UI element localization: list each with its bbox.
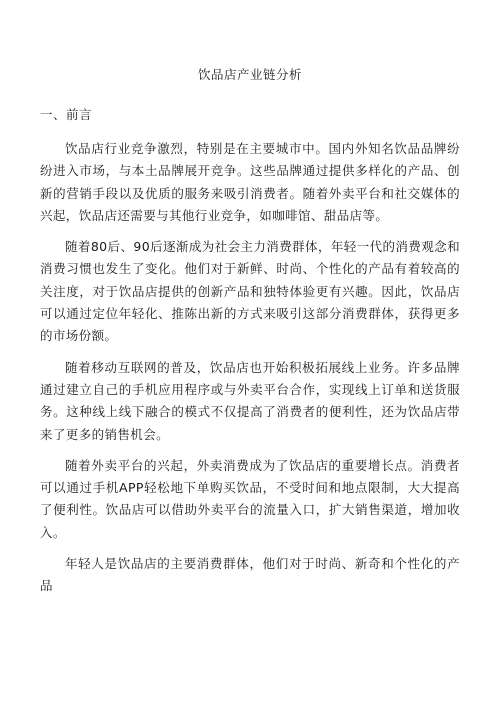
paragraph: 随着80后、90后逐渐成为社会主力消费群体，年轻一代的消费观念和消费习惯也发生了变化。他们对于新鲜、时尚、个性化的产品有着较高的关注度，对于饮品店提供的创新产品和独特体验更有兴趣。因此，饮品店可以通过定位年轻化、推陈出新的方式来吸引这部分消费群体，获得更多的市场份额。 xyxy=(40,239,460,344)
document-body xyxy=(40,138,460,607)
paragraph: 随着外卖平台的兴起，外卖消费成为了饮品店的重要增长点。消费者可以通过手机APP轻松地下单购买饮品，不受时间和地点限制，大大提高了便利性。饮品店可以借助外卖平台的流量入口，扩大销售渠道，增加收入。 xyxy=(40,457,460,540)
paragraph: 饮品店行业竞争激烈，特别是在主要城市中。国内外知名饮品品牌纷纷进入市场，与本土品牌展开竞争。这些品牌通过提供多样化的产品、创新的营销手段以及优质的服务来吸引消费者。随着外卖平台和社交媒体的兴起，饮品店还需要与其他行业竞争，如咖啡馆、甜品店等。 xyxy=(40,141,460,223)
paragraph: 随着移动互联网的普及，饮品店也开始积极拓展线上业务。许多品牌通过建立自己的手机应用程序或与外卖平台合作，实现线上订单和送货服务。这种线上线下融合的模式不仅提高了消费者的便利性，还为饮品店带来了更多的销售机会。 xyxy=(40,359,460,442)
paragraph: 年轻人是饮品店的主要消费群体，他们对于时尚、新奇和个性化的产品 xyxy=(40,556,460,594)
section-heading: 一、前言 xyxy=(40,107,93,122)
document-title: 饮品店产业链分析 xyxy=(197,67,302,82)
